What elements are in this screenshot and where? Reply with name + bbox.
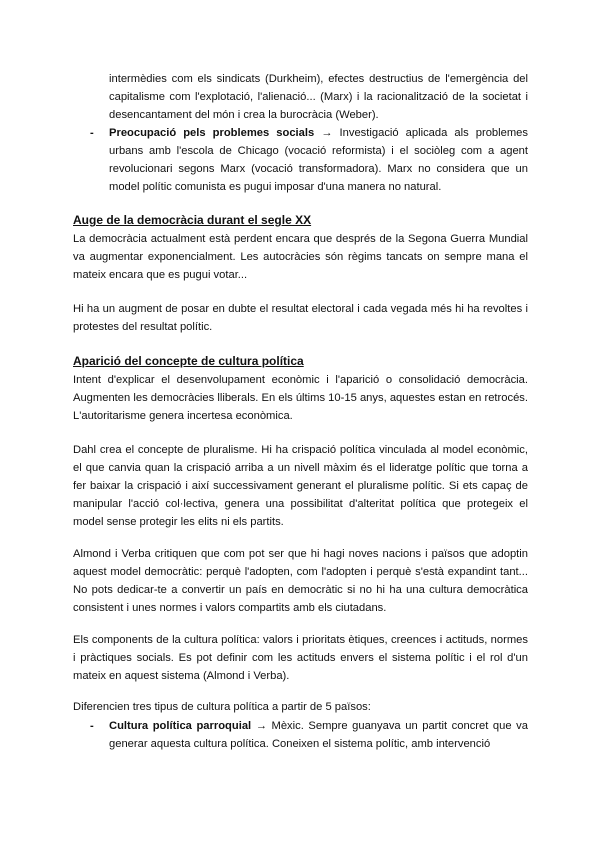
bullet-lead: Preocupació pels problemes socials	[109, 127, 315, 139]
paragraph: Dahl crea el concepte de pluralisme. Hi ha crispació política vinculada al model econòmic, el que canvia quan la crispació arriba a un nivell màxim és el lideratge polític que torna a fer baixar la crispació i així successivament generant el pluralisme polític. Si ets capaç de manipular l'acció col·lectiva, genera una possibilitat d'alteritat política que protegeix el model sense protegir les elits ni els partits.	[73, 444, 528, 528]
paragraph: Intent d'explicar el desenvolupament econòmic i l'aparició o consolidació democràcia. Augmenten les democràcies lliberals. En els últims 10-15 anys, aquestes estan en retrocés. L'autoritarisme genera incertesa econòmica.	[73, 374, 528, 422]
paragraph: Almond i Verba critiquen que com pot ser que hi hagi noves nacions i països que adoptin aquest model democràtic: perquè l'adopten, com l'adopten i perquè s'està expandint tant... No pots dedicar-te a convertir un país en democràtic si no hi ha una cultura democràtica consistent i unes normes i valors compartits amb els ciutadans.	[73, 548, 528, 614]
paragraph: Diferencien tres tipus de cultura política a partir de 5 països:	[73, 701, 371, 713]
bullet-dash: -	[90, 127, 94, 139]
continuation-paragraph: intermèdies com els sindicats (Durkheim), efectes destructius de l'emergència del capitalisme com l'explotació, l'alienació... (Marx) i la racionalització de la societat i desencantament del món i crea la burocràcia (Weber).	[109, 73, 528, 121]
bullet-text: → Mèxic. Sempre guanyava un partit concret que va generar aquesta cultura política. Coneixen el sistema polític, amb intervenció	[109, 720, 528, 750]
paragraph: La democràcia actualment està perdent encara que després de la Segona Guerra Mundial va augmentar exponencialment. Les autocràcies són règims tancats on sempre mana el mateix encara que es pugui votar...	[73, 233, 528, 281]
section-heading-political-culture: Aparició del concepte de cultura política	[73, 354, 304, 368]
bullet-text: → Investigació aplicada als problemes urbans amb l'escola de Chicago (vocació reformista) i el sociòleg com a agent revolucionari segons Marx (vocació transformadora). Marx no considera que un model polític comunista es pugui imposar d'una manera no natural.	[109, 127, 528, 193]
section-heading-democracy: Auge de la democràcia durant el segle XX	[73, 213, 312, 227]
bullet-parochial-culture	[90, 717, 528, 753]
bullet-body	[109, 124, 528, 196]
bullet-body	[109, 717, 528, 753]
bullet-social-problems	[90, 124, 528, 196]
paragraph: Els components de la cultura política: valors i prioritats ètiques, creences i actituds, normes i pràctiques socials. Es pot definir com les actituds envers el sistema polític i el rol d'un mateix en aquest sistema (Almond i Verba).	[73, 634, 528, 682]
paragraph: Hi ha un augment de posar en dubte el resultat electoral i cada vegada més hi ha revoltes i protestes del resultat polític.	[73, 303, 528, 333]
bullet-dash: -	[90, 720, 94, 732]
bullet-lead: Cultura política parroquial	[109, 720, 252, 732]
